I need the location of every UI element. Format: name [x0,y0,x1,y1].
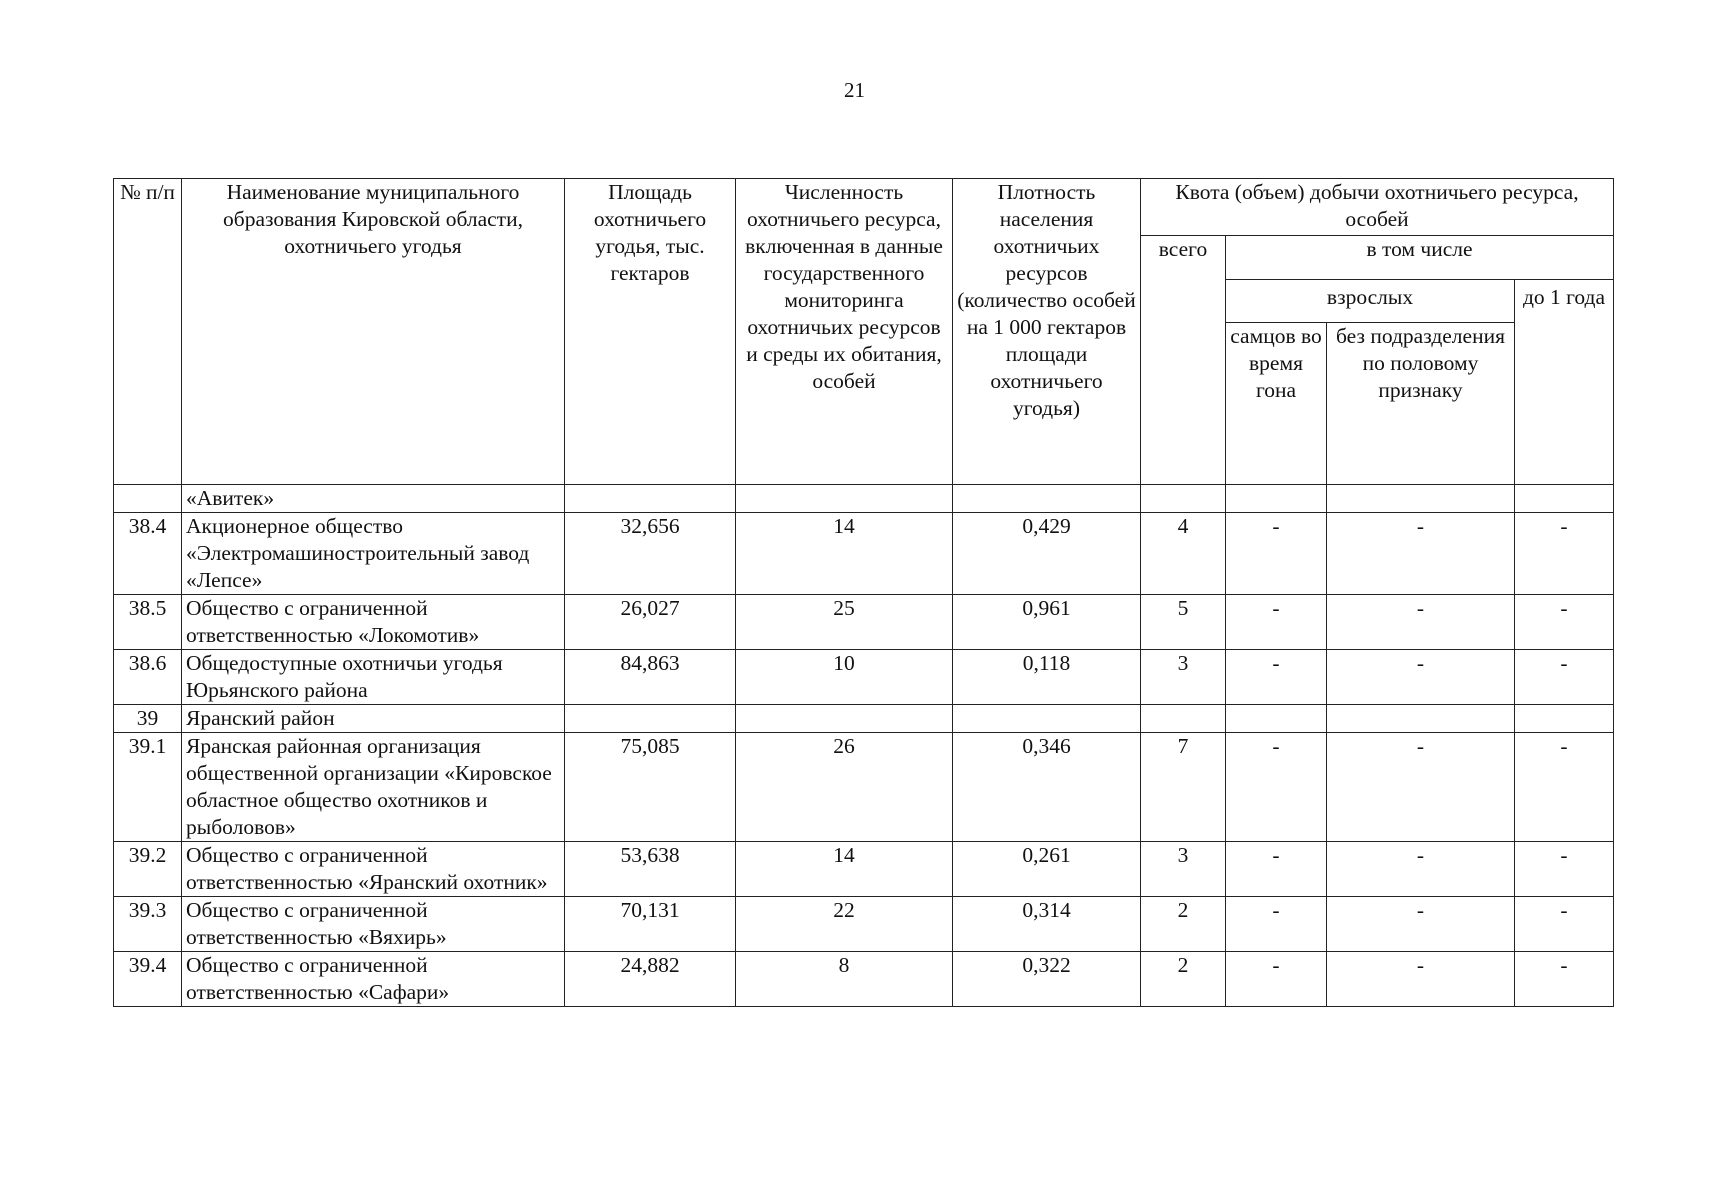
header-adults: взрослых [1226,280,1515,323]
cell-name: Общество с ограниченной ответственностью «Сафари» [182,952,565,1007]
cell-density [953,485,1141,513]
cell-area: 84,863 [565,650,736,705]
cell-nosex [1327,485,1515,513]
table-row [114,595,1614,650]
cell-total: 5 [1141,595,1226,650]
cell-population: 14 [736,513,953,595]
cell-area: 75,085 [565,733,736,842]
header-no-sex: без подразделения по половому признаку [1327,323,1515,485]
cell-num: 39.3 [114,897,182,952]
cell-total: 2 [1141,897,1226,952]
cell-total: 2 [1141,952,1226,1007]
table-row [114,952,1614,1007]
cell-under1: - [1515,952,1614,1007]
cell-density [953,705,1141,733]
cell-nosex: - [1327,952,1515,1007]
cell-under1: - [1515,513,1614,595]
cell-under1: - [1515,595,1614,650]
cell-population: 8 [736,952,953,1007]
cell-density: 0,346 [953,733,1141,842]
cell-name: Общество с ограниченной ответственностью «Вяхирь» [182,897,565,952]
cell-density: 0,961 [953,595,1141,650]
cell-under1 [1515,485,1614,513]
header-under1: до 1 года [1515,280,1614,485]
cell-name: Общество с ограниченной ответственностью «Локомотив» [182,595,565,650]
cell-total: 4 [1141,513,1226,595]
cell-under1 [1515,705,1614,733]
cell-males: - [1226,733,1327,842]
cell-population: 26 [736,733,953,842]
header-density: Плотность населения охотничьих ресурсов (количество особей на 1 000 гектаров площади охотничьего угодья) [953,179,1141,485]
cell-males: - [1226,897,1327,952]
cell-under1: - [1515,842,1614,897]
header-name: Наименование муниципального образования Кировской области, охотничьего угодья [182,179,565,485]
header-including: в том числе [1226,236,1614,280]
cell-population: 10 [736,650,953,705]
cell-males [1226,485,1327,513]
cell-name: «Авитек» [182,485,565,513]
cell-num: 39.4 [114,952,182,1007]
cell-under1: - [1515,650,1614,705]
table-row [114,513,1614,595]
cell-name: Общество с ограниченной ответственностью «Яранский охотник» [182,842,565,897]
cell-name: Яранская районная организация общественной организации «Кировское областное общество охотников и рыболовов» [182,733,565,842]
cell-under1: - [1515,897,1614,952]
table-row [114,897,1614,952]
header-total: всего [1141,236,1226,485]
cell-males: - [1226,650,1327,705]
table-row [114,733,1614,842]
header-quota: Квота (объем) добычи охотничьего ресурса, особей [1141,179,1614,236]
header-num: № п/п [114,179,182,485]
cell-area: 32,656 [565,513,736,595]
cell-total: 3 [1141,842,1226,897]
cell-nosex: - [1327,842,1515,897]
cell-num: 38.6 [114,650,182,705]
cell-num: 39 [114,705,182,733]
cell-num [114,485,182,513]
table-row [114,705,1614,733]
cell-males: - [1226,513,1327,595]
header-population: Численность охотничьего ресурса, включенная в данные государственного мониторинга охотничьих ресурсов и среды их обитания, особей [736,179,953,485]
cell-density: 0,429 [953,513,1141,595]
cell-area: 24,882 [565,952,736,1007]
cell-total: 3 [1141,650,1226,705]
cell-area [565,485,736,513]
cell-area [565,705,736,733]
cell-num: 39.2 [114,842,182,897]
cell-density: 0,314 [953,897,1141,952]
cell-num: 39.1 [114,733,182,842]
cell-nosex: - [1327,650,1515,705]
cell-males [1226,705,1327,733]
cell-under1: - [1515,733,1614,842]
quota-table [113,178,1614,1007]
cell-density: 0,261 [953,842,1141,897]
cell-name: Яранский район [182,705,565,733]
cell-total: 7 [1141,733,1226,842]
page-number: 21 [844,78,865,102]
table-row [114,485,1614,513]
cell-area: 26,027 [565,595,736,650]
cell-area: 53,638 [565,842,736,897]
cell-nosex: - [1327,733,1515,842]
cell-nosex: - [1327,897,1515,952]
cell-area: 70,131 [565,897,736,952]
cell-num: 38.5 [114,595,182,650]
table-body [114,485,1614,1007]
cell-males: - [1226,595,1327,650]
cell-density: 0,118 [953,650,1141,705]
table-row [114,842,1614,897]
cell-nosex: - [1327,513,1515,595]
cell-num: 38.4 [114,513,182,595]
cell-population: 14 [736,842,953,897]
cell-population [736,705,953,733]
cell-nosex [1327,705,1515,733]
cell-total [1141,705,1226,733]
cell-males: - [1226,952,1327,1007]
cell-population: 25 [736,595,953,650]
cell-name: Общедоступные охотничьи угодья Юрьянского района [182,650,565,705]
header-area: Площадь охотничьего угодья, тыс. гектаров [565,179,736,485]
cell-males: - [1226,842,1327,897]
cell-population [736,485,953,513]
cell-nosex: - [1327,595,1515,650]
cell-population: 22 [736,897,953,952]
cell-density: 0,322 [953,952,1141,1007]
cell-name: Акционерное общество «Электромашиностроительный завод «Лепсе» [182,513,565,595]
header-males-rut: самцов во время гона [1226,323,1327,485]
table-row [114,650,1614,705]
cell-total [1141,485,1226,513]
